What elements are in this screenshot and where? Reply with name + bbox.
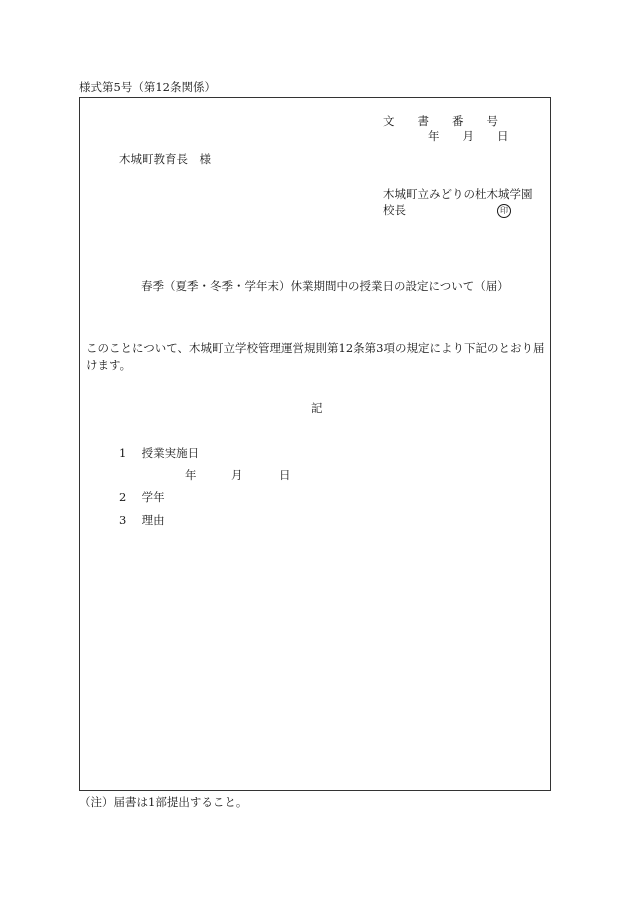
- item-2: [119, 492, 165, 504]
- principal-label: 校長: [383, 203, 406, 217]
- seal-icon: 印: [497, 204, 511, 218]
- item1-day: 日: [279, 468, 291, 482]
- document-title: 春季（夏季・冬季・学年末）休業期間中の授業日の設定について（届）: [141, 279, 509, 293]
- form-number-header: 様式第5号（第12条関係）: [79, 80, 216, 94]
- item-number: 2: [119, 490, 127, 504]
- item-number: 3: [119, 513, 127, 527]
- item-label: 理由: [141, 513, 165, 527]
- sender-school: 木城町立みどりの杜木城学園: [383, 187, 533, 201]
- ki-label: 記: [311, 401, 323, 415]
- item-3: [119, 515, 165, 527]
- document-number-label: 文 書 番 号: [383, 114, 498, 128]
- item-label: 学年: [141, 490, 165, 504]
- item-number: 1: [119, 446, 127, 460]
- footnote: （注）届書は1部提出すること。: [79, 795, 248, 809]
- item1-month: 月: [231, 468, 243, 482]
- body-text: このことについて、木城町立学校管理運営規則第12条第3項の規定により下記のとおり届けます。: [86, 341, 545, 372]
- sender-principal: [383, 205, 406, 217]
- date-line: 年 月 日: [428, 129, 509, 143]
- item-label: 授業実施日: [141, 446, 200, 460]
- item1-year: 年: [185, 468, 197, 482]
- form-frame: [79, 97, 551, 791]
- addressee: 木城町教育長 様: [119, 152, 211, 166]
- item-1: [119, 448, 199, 460]
- seal-mark: [497, 204, 511, 218]
